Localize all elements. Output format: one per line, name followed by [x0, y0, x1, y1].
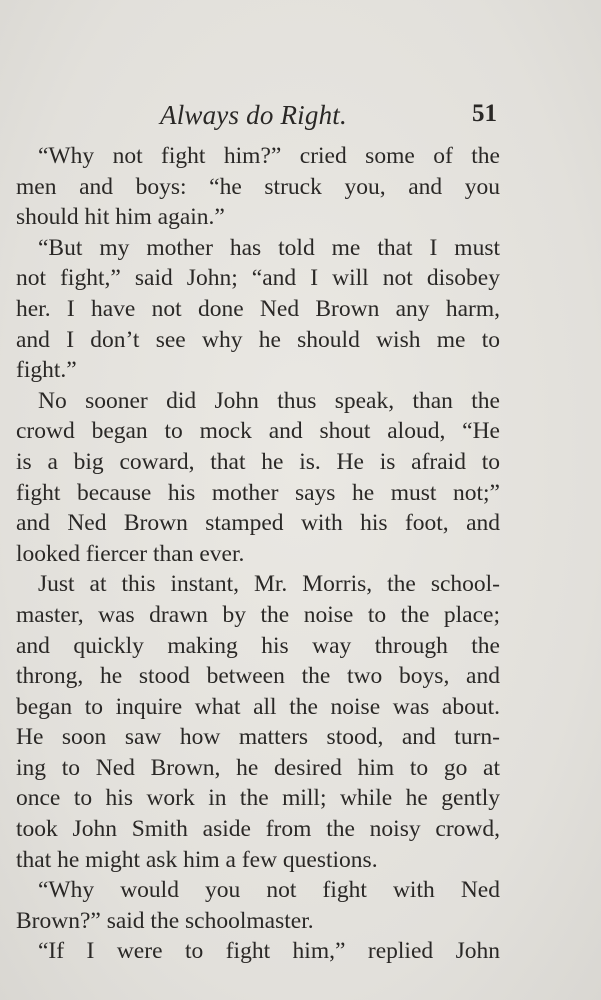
text-line: took John Smith aside from the noisy crowd, — [16, 816, 500, 843]
text-line: crowd began to mock and shout aloud, “He — [16, 418, 500, 445]
text-line: throng, he stood between the two boys, and — [16, 663, 500, 690]
text-line: “Why not fight him?” cried some of the — [38, 143, 500, 169]
text-line: is a big coward, that he is. He is afraid to — [16, 448, 500, 475]
running-title: Always do Right. — [160, 100, 347, 130]
page-number: 51 — [472, 100, 497, 127]
text-line: and Ned Brown stamped with his foot, and — [16, 510, 500, 537]
text-line: that he might ask him a few questions. — [16, 846, 378, 873]
text-line: fight.” — [16, 357, 77, 384]
text-line: “But my mother has told me that I must — [38, 234, 500, 261]
text-line: master, was drawn by the noise to the place; — [16, 601, 500, 628]
text-line: her. I have not done Ned Brown any harm, — [16, 295, 500, 322]
text-line: No sooner did John thus speak, than the — [38, 387, 500, 414]
text-line: once to his work in the mill; while he gently — [16, 785, 500, 812]
text-line: fight because his mother says he must not;” — [16, 479, 500, 506]
text-line: not fight,” said John; “and I will not disobey — [16, 265, 500, 292]
text-line: He soon saw how matters stood, and turn- — [16, 724, 500, 751]
text-line: began to inquire what all the noise was about. — [16, 693, 500, 720]
text-line: and I don’t see why he should wish me to — [16, 326, 500, 353]
text-line: and quickly making his way through the — [16, 632, 500, 659]
text-line: Brown?” said the schoolmaster. — [16, 907, 314, 934]
text-line: men and boys: “he struck you, and you — [16, 173, 500, 200]
text-line: “Why would you not fight with Ned — [38, 877, 500, 904]
text-line: should hit him again.” — [16, 204, 225, 231]
text-line: “If I were to fight him,” replied John — [38, 938, 500, 965]
text-line: looked fiercer than ever. — [16, 540, 245, 567]
text-line: ing to Ned Brown, he desired him to go at — [16, 754, 500, 781]
body-text — [16, 141, 500, 967]
text-line: Just at this instant, Mr. Morris, the school- — [38, 571, 500, 598]
page-header — [0, 100, 601, 136]
